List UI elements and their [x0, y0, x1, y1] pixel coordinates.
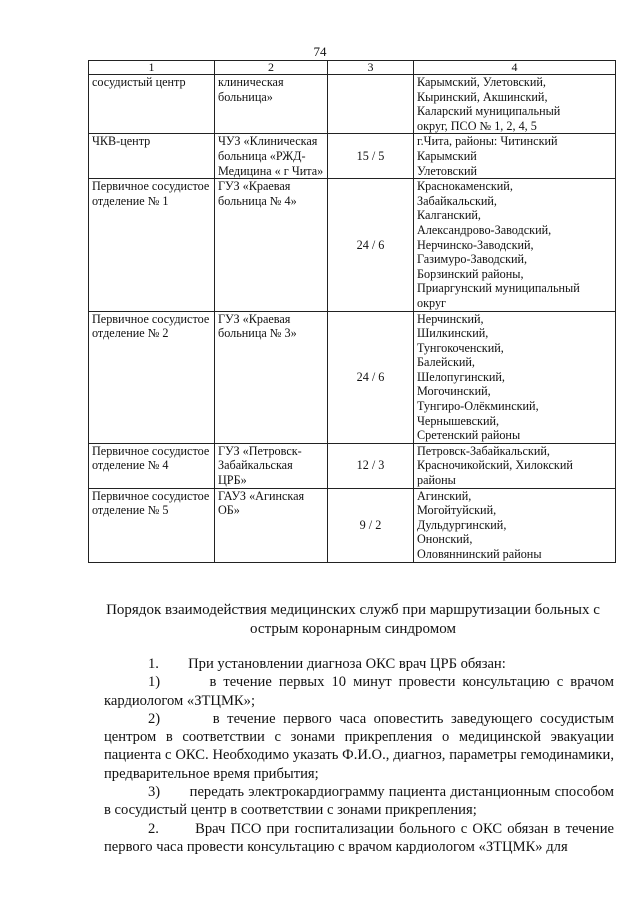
- paragraph-3: 2) в течение первого часа оповестить заведующего сосудистым центром в соответствии с зонами прикрепления о медицинской эвакуации пациента с ОКС. Необходимо указать Ф.И.О., диагноз, параметры гемодинамики, предварительное время прибытия;: [104, 710, 614, 782]
- table-row: [89, 443, 616, 488]
- center-type-cell: сосудистый центр: [89, 75, 215, 134]
- district-line: Балейский,: [417, 355, 475, 370]
- district-line: Красночикойский, Хилокский: [417, 458, 573, 473]
- district-line: Ононский,: [417, 532, 473, 547]
- district-line: Борзинский районы,: [417, 266, 524, 281]
- paragraph-2: 1) в течение первых 10 минут провести консультацию с врачом кардиологом «ЗТЦМК»;: [104, 674, 614, 709]
- district-line: Каларский муниципальный: [417, 104, 561, 119]
- districts-cell: [414, 443, 616, 488]
- facility-cell: клиническая больница»: [215, 75, 328, 134]
- column-number-4: 4: [414, 61, 616, 75]
- center-type-cell: ЧКВ-центр: [89, 134, 215, 179]
- district-line: Краснокаменский,: [417, 179, 513, 194]
- district-line: Карымский, Улетовский,: [417, 75, 546, 89]
- district-line: Карымский: [417, 148, 477, 163]
- capacity-cell: 12 / 3: [328, 443, 414, 488]
- column-number-2: 2: [215, 61, 328, 75]
- table-row: [89, 488, 616, 562]
- district-line: округ, ПСО № 1, 2, 4, 5: [417, 118, 537, 133]
- capacity-cell: 24 / 6: [328, 179, 414, 311]
- district-line: Могойтуйский,: [417, 503, 497, 518]
- districts-cell: [414, 134, 616, 179]
- center-type-cell: Первичное сосудистое отделение № 1: [89, 179, 215, 311]
- section-title: Порядок взаимодействия медицинских служб при маршрутизации больных с острым коронарным синдромом: [106, 602, 600, 637]
- page-number: 74: [313, 44, 327, 59]
- capacity-cell: 15 / 5: [328, 134, 414, 179]
- facility-cell: ГУЗ «Петровск-Забайкальская ЦРБ»: [215, 443, 328, 488]
- district-line: Могочинский,: [417, 384, 491, 399]
- table-row: [89, 75, 616, 134]
- district-line: Оловяннинский районы: [417, 547, 542, 561]
- facility-cell: ГАУЗ «Агинская ОБ»: [215, 488, 328, 562]
- district-line: Шилкинский,: [417, 326, 489, 341]
- district-line: Петровск-Забайкальский,: [417, 443, 550, 458]
- table-row: [89, 134, 616, 179]
- district-line: Дульдургинский,: [417, 517, 507, 532]
- paragraph-1: 1. При установлении диагноза ОКС врач ЦРБ обязан:: [148, 656, 506, 672]
- capacity-cell: 9 / 2: [328, 488, 414, 562]
- district-line: Агинский,: [417, 488, 472, 503]
- table-body: [89, 61, 616, 563]
- body-text: [104, 655, 614, 856]
- column-number-1: 1: [89, 61, 215, 75]
- center-type-cell: Первичное сосудистое отделение № 2: [89, 311, 215, 443]
- facility-cell: ГУЗ «Краевая больница № 3»: [215, 311, 328, 443]
- districts-cell: [414, 179, 616, 311]
- district-line: районы: [417, 473, 456, 488]
- district-line: Забайкальский,: [417, 193, 497, 208]
- districts-cell: [414, 488, 616, 562]
- district-line: округ: [417, 295, 447, 310]
- district-line: Калганский,: [417, 208, 481, 223]
- districts-cell: [414, 311, 616, 443]
- table-header-row: [89, 61, 616, 75]
- facility-cell: ГУЗ «Краевая больница № 4»: [215, 179, 328, 311]
- district-line: Чернышевский,: [417, 413, 500, 428]
- district-line: Сретенский районы: [417, 428, 521, 443]
- capacity-cell: 24 / 6: [328, 311, 414, 443]
- routing-table: [88, 60, 616, 563]
- district-line: Улетовский: [417, 163, 478, 178]
- district-line: Приаргунский муниципальный: [417, 281, 580, 296]
- district-line: Нерчинско-Заводский,: [417, 237, 534, 252]
- paragraph-4: 3) передать электрокардиограмму пациента дистанционным способом в сосудистый центр в соответствии с зонами прикрепления;: [104, 784, 614, 819]
- district-line: Тунгиро-Олёкминский,: [417, 399, 539, 414]
- center-type-cell: Первичное сосудистое отделение № 5: [89, 488, 215, 562]
- district-line: Газимуро-Заводский,: [417, 252, 528, 267]
- table-row: [89, 311, 616, 443]
- districts-cell: [414, 75, 616, 134]
- district-line: Тунгокоченский,: [417, 340, 504, 355]
- facility-cell: ЧУЗ «Клиническая больница «РЖД-Медицина « г Чита»: [215, 134, 328, 179]
- district-line: г.Чита, районы: Читинский: [417, 134, 558, 149]
- paragraph-5: 2. Врач ПСО при госпитализации больного с ОКС обязан в течение первого часа провести консультацию с врачом кардиологом «ЗТЦМК» для: [104, 820, 614, 855]
- center-type-cell: Первичное сосудистое отделение № 4: [89, 443, 215, 488]
- district-line: Шелопугинский,: [417, 369, 505, 384]
- table-row: [89, 179, 616, 311]
- district-line: Александрово-Заводский,: [417, 222, 552, 237]
- capacity-cell: [328, 75, 414, 134]
- column-number-3: 3: [328, 61, 414, 75]
- district-line: Нерчинский,: [417, 311, 484, 326]
- district-line: Кыринский, Акшинский,: [417, 89, 548, 104]
